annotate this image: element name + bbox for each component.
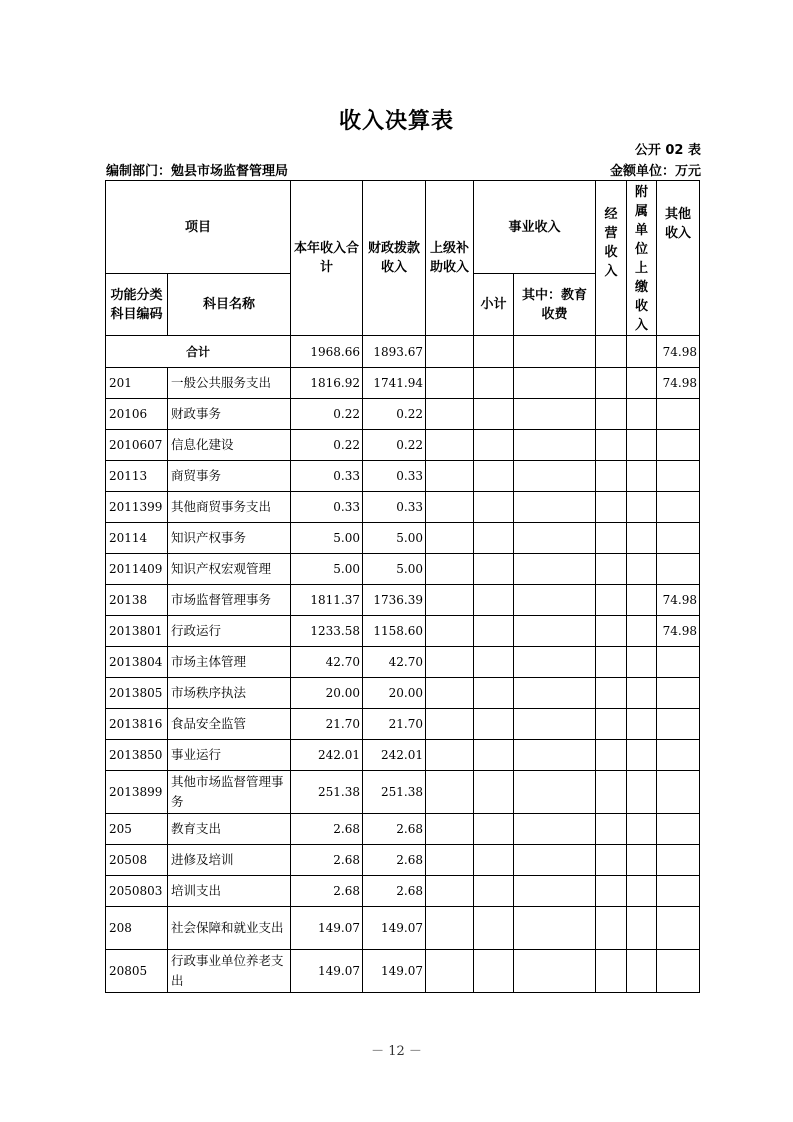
header-subject-name: 科目名称: [168, 274, 291, 336]
education-fee-cell: [514, 740, 596, 771]
subject-code-cell: 20508: [106, 845, 168, 876]
affiliated-income-cell: [627, 709, 657, 740]
subject-code-cell: 2013899: [106, 771, 168, 814]
total-income-cell: 42.70: [291, 647, 363, 678]
subject-name-cell: 信息化建设: [168, 430, 291, 461]
education-fee-cell: [514, 430, 596, 461]
fiscal-allocation-cell: 242.01: [363, 740, 426, 771]
institution-subtotal-cell: [474, 585, 514, 616]
affiliated-income-cell: [627, 368, 657, 399]
subject-code-cell: 201: [106, 368, 168, 399]
affiliated-income-cell: [627, 430, 657, 461]
superior-subsidy-cell: [426, 845, 474, 876]
institution-subtotal-cell: [474, 876, 514, 907]
superior-subsidy-cell: [426, 461, 474, 492]
education-fee-cell: [514, 907, 596, 950]
other-income-cell: [657, 907, 700, 950]
fiscal-allocation-cell: 5.00: [363, 523, 426, 554]
total-income-cell: 1811.37: [291, 585, 363, 616]
institution-subtotal-cell: [474, 368, 514, 399]
education-fee-cell: [514, 678, 596, 709]
total-income-cell: 1233.58: [291, 616, 363, 647]
affiliated-income-cell: [627, 616, 657, 647]
other-income-cell: 74.98: [657, 616, 700, 647]
table-row: [106, 845, 700, 876]
education-fee-cell: [514, 709, 596, 740]
total-income-cell: 0.22: [291, 430, 363, 461]
institution-subtotal-cell: [474, 709, 514, 740]
affiliated-income-cell: [627, 523, 657, 554]
operating-income-cell: [596, 523, 627, 554]
subject-code-cell: 20114: [106, 523, 168, 554]
table-row: [106, 678, 700, 709]
fiscal-allocation-cell: 0.33: [363, 492, 426, 523]
subject-name-cell: 食品安全监管: [168, 709, 291, 740]
table-row: [106, 876, 700, 907]
header-superior: 上级补助收入: [426, 181, 474, 336]
amount-unit: 金额单位：万元: [609, 164, 701, 179]
education-fee-cell: [514, 876, 596, 907]
superior-subsidy-cell: [426, 399, 474, 430]
other-income-cell: [657, 678, 700, 709]
total-income-cell: 1816.92: [291, 368, 363, 399]
superior-subsidy-cell: [426, 740, 474, 771]
income-table: [105, 180, 700, 993]
education-fee-cell: [514, 771, 596, 814]
subject-name-cell: 其他市场监督管理事务: [168, 771, 291, 814]
table-row: [106, 461, 700, 492]
subject-code-cell: 2011409: [106, 554, 168, 585]
header-item: 项目: [106, 181, 291, 274]
subject-code-cell: 20138: [106, 585, 168, 616]
subject-code-cell: 2010607: [106, 430, 168, 461]
institution-subtotal-cell: [474, 523, 514, 554]
subject-name-cell: 其他商贸事务支出: [168, 492, 291, 523]
table-row: [106, 399, 700, 430]
subject-name-cell: 事业运行: [168, 740, 291, 771]
subject-code-cell: 20113: [106, 461, 168, 492]
total-income-cell: 251.38: [291, 771, 363, 814]
institution-subtotal-cell: [474, 771, 514, 814]
fiscal-allocation-cell: 0.33: [363, 461, 426, 492]
institution-subtotal-cell: [474, 430, 514, 461]
fiscal-allocation-cell: 251.38: [363, 771, 426, 814]
operating-income-cell: [596, 492, 627, 523]
operating-income-cell: [596, 950, 627, 993]
institution-subtotal-cell: [474, 678, 514, 709]
page-number: － 12 －: [371, 1044, 422, 1059]
table-row: [106, 523, 700, 554]
subject-name-cell: 行政运行: [168, 616, 291, 647]
education-fee-cell: [514, 368, 596, 399]
subject-code-cell: 2013816: [106, 709, 168, 740]
total-income-cell: 242.01: [291, 740, 363, 771]
other-income-cell: [657, 814, 700, 845]
affiliated-income-cell: [627, 554, 657, 585]
header-other: 其他收入: [657, 181, 700, 336]
subject-code-cell: 20805: [106, 950, 168, 993]
total-income-cell: 21.70: [291, 709, 363, 740]
total-income-cell: 149.07: [291, 907, 363, 950]
other-income-cell: [657, 740, 700, 771]
subject-name-cell: 财政事务: [168, 399, 291, 430]
affiliated-income-cell: [627, 399, 657, 430]
affiliated-income-cell: [627, 585, 657, 616]
total-income-cell: 2.68: [291, 845, 363, 876]
subject-name-cell: 一般公共服务支出: [168, 368, 291, 399]
institution-subtotal-cell: [474, 492, 514, 523]
operating-income-cell: [596, 585, 627, 616]
fiscal-allocation-cell: 0.22: [363, 430, 426, 461]
header-subtotal: 小计: [474, 274, 514, 336]
education-fee-cell: [514, 585, 596, 616]
total-other-value: 74.98: [657, 336, 700, 368]
superior-subsidy-cell: [426, 585, 474, 616]
affiliated-income-cell: [627, 845, 657, 876]
subject-name-cell: 行政事业单位养老支出: [168, 950, 291, 993]
other-income-cell: [657, 876, 700, 907]
header-func-code: 功能分类科目编码: [106, 274, 168, 336]
superior-subsidy-cell: [426, 876, 474, 907]
table-row: [106, 492, 700, 523]
operating-income-cell: [596, 399, 627, 430]
other-income-cell: [657, 461, 700, 492]
operating-income-cell: [596, 740, 627, 771]
total-row: [106, 336, 700, 368]
education-fee-cell: [514, 399, 596, 430]
institution-subtotal-cell: [474, 740, 514, 771]
header-institution: 事业收入: [474, 181, 596, 274]
total-income-cell: 20.00: [291, 678, 363, 709]
education-fee-cell: [514, 647, 596, 678]
education-fee-cell: [514, 554, 596, 585]
superior-subsidy-cell: [426, 907, 474, 950]
other-income-cell: [657, 492, 700, 523]
fiscal-allocation-cell: 1158.60: [363, 616, 426, 647]
institution-subtotal-cell: [474, 399, 514, 430]
header-operating: 经营收入: [596, 181, 627, 336]
subject-code-cell: 2050803: [106, 876, 168, 907]
header-affiliated: 附属单位上缴收入: [627, 181, 657, 336]
affiliated-income-cell: [627, 647, 657, 678]
operating-income-cell: [596, 814, 627, 845]
table-row: [106, 709, 700, 740]
fiscal-allocation-cell: 1736.39: [363, 585, 426, 616]
fiscal-allocation-cell: 5.00: [363, 554, 426, 585]
report-title: 收入决算表: [338, 109, 454, 134]
operating-income-cell: [596, 554, 627, 585]
affiliated-income-cell: [627, 740, 657, 771]
operating-income-cell: [596, 461, 627, 492]
table-row: [106, 585, 700, 616]
table-row: [106, 814, 700, 845]
header-total-income: 本年收入合计: [291, 181, 363, 336]
superior-subsidy-cell: [426, 814, 474, 845]
table-row: [106, 907, 700, 950]
total-income-cell: 5.00: [291, 523, 363, 554]
education-fee-cell: [514, 814, 596, 845]
fiscal-allocation-cell: 1741.94: [363, 368, 426, 399]
superior-subsidy-cell: [426, 430, 474, 461]
superior-subsidy-cell: [426, 950, 474, 993]
other-income-cell: [657, 709, 700, 740]
subject-name-cell: 市场秩序执法: [168, 678, 291, 709]
affiliated-income-cell: [627, 950, 657, 993]
total-fiscal-value: 1893.67: [363, 336, 426, 368]
operating-income-cell: [596, 616, 627, 647]
other-income-cell: 74.98: [657, 585, 700, 616]
affiliated-income-cell: [627, 492, 657, 523]
institution-subtotal-cell: [474, 907, 514, 950]
affiliated-income-cell: [627, 876, 657, 907]
subject-name-cell: 市场监督管理事务: [168, 585, 291, 616]
table-row: [106, 430, 700, 461]
affiliated-income-cell: [627, 814, 657, 845]
fiscal-allocation-cell: 2.68: [363, 876, 426, 907]
education-fee-cell: [514, 523, 596, 554]
subject-code-cell: 2013850: [106, 740, 168, 771]
operating-income-cell: [596, 368, 627, 399]
operating-income-cell: [596, 430, 627, 461]
subject-name-cell: 社会保障和就业支出: [168, 907, 291, 950]
operating-income-cell: [596, 678, 627, 709]
other-income-cell: [657, 647, 700, 678]
subject-name-cell: 培训支出: [168, 876, 291, 907]
education-fee-cell: [514, 492, 596, 523]
subject-name-cell: 商贸事务: [168, 461, 291, 492]
institution-subtotal-cell: [474, 616, 514, 647]
fiscal-allocation-cell: 2.68: [363, 814, 426, 845]
table-row: [106, 554, 700, 585]
fiscal-allocation-cell: 42.70: [363, 647, 426, 678]
institution-subtotal-cell: [474, 845, 514, 876]
other-income-cell: [657, 523, 700, 554]
affiliated-income-cell: [627, 771, 657, 814]
subject-code-cell: 2013805: [106, 678, 168, 709]
subject-code-cell: 205: [106, 814, 168, 845]
other-income-cell: [657, 950, 700, 993]
operating-income-cell: [596, 876, 627, 907]
total-label: 合计: [106, 336, 291, 368]
superior-subsidy-cell: [426, 368, 474, 399]
other-income-cell: [657, 845, 700, 876]
table-row: [106, 771, 700, 814]
superior-subsidy-cell: [426, 554, 474, 585]
institution-subtotal-cell: [474, 814, 514, 845]
compiling-department: 编制部门：勉县市场监督管理局: [106, 164, 289, 179]
form-number: 公开 02 表: [634, 143, 701, 158]
total-income-cell: 0.22: [291, 399, 363, 430]
total-income-cell: 2.68: [291, 814, 363, 845]
other-income-cell: [657, 399, 700, 430]
total-income-value: 1968.66: [291, 336, 363, 368]
other-income-cell: 74.98: [657, 368, 700, 399]
superior-subsidy-cell: [426, 523, 474, 554]
subject-name-cell: 知识产权事务: [168, 523, 291, 554]
table-row: [106, 616, 700, 647]
institution-subtotal-cell: [474, 554, 514, 585]
other-income-cell: [657, 771, 700, 814]
subject-name-cell: 市场主体管理: [168, 647, 291, 678]
table-row: [106, 950, 700, 993]
operating-income-cell: [596, 771, 627, 814]
operating-income-cell: [596, 709, 627, 740]
subject-code-cell: 20106: [106, 399, 168, 430]
header-education: 其中：教育收费: [514, 274, 596, 336]
superior-subsidy-cell: [426, 678, 474, 709]
total-income-cell: 2.68: [291, 876, 363, 907]
superior-subsidy-cell: [426, 647, 474, 678]
fiscal-allocation-cell: 21.70: [363, 709, 426, 740]
other-income-cell: [657, 554, 700, 585]
education-fee-cell: [514, 950, 596, 993]
subject-name-cell: 教育支出: [168, 814, 291, 845]
superior-subsidy-cell: [426, 709, 474, 740]
education-fee-cell: [514, 616, 596, 647]
education-fee-cell: [514, 461, 596, 492]
total-income-cell: 0.33: [291, 492, 363, 523]
subject-code-cell: 2011399: [106, 492, 168, 523]
operating-income-cell: [596, 845, 627, 876]
fiscal-allocation-cell: 20.00: [363, 678, 426, 709]
header-fiscal: 财政拨款收入: [363, 181, 426, 336]
total-income-cell: 149.07: [291, 950, 363, 993]
operating-income-cell: [596, 907, 627, 950]
subject-name-cell: 知识产权宏观管理: [168, 554, 291, 585]
affiliated-income-cell: [627, 907, 657, 950]
subject-code-cell: 2013801: [106, 616, 168, 647]
institution-subtotal-cell: [474, 647, 514, 678]
fiscal-allocation-cell: 149.07: [363, 950, 426, 993]
subject-name-cell: 进修及培训: [168, 845, 291, 876]
other-income-cell: [657, 430, 700, 461]
operating-income-cell: [596, 647, 627, 678]
table-row: [106, 740, 700, 771]
table-row: [106, 368, 700, 399]
subject-code-cell: 208: [106, 907, 168, 950]
affiliated-income-cell: [627, 461, 657, 492]
total-income-cell: 5.00: [291, 554, 363, 585]
education-fee-cell: [514, 845, 596, 876]
fiscal-allocation-cell: 2.68: [363, 845, 426, 876]
affiliated-income-cell: [627, 678, 657, 709]
institution-subtotal-cell: [474, 461, 514, 492]
superior-subsidy-cell: [426, 771, 474, 814]
total-income-cell: 0.33: [291, 461, 363, 492]
fiscal-allocation-cell: 0.22: [363, 399, 426, 430]
superior-subsidy-cell: [426, 616, 474, 647]
institution-subtotal-cell: [474, 950, 514, 993]
superior-subsidy-cell: [426, 492, 474, 523]
table-row: [106, 647, 700, 678]
subject-code-cell: 2013804: [106, 647, 168, 678]
fiscal-allocation-cell: 149.07: [363, 907, 426, 950]
